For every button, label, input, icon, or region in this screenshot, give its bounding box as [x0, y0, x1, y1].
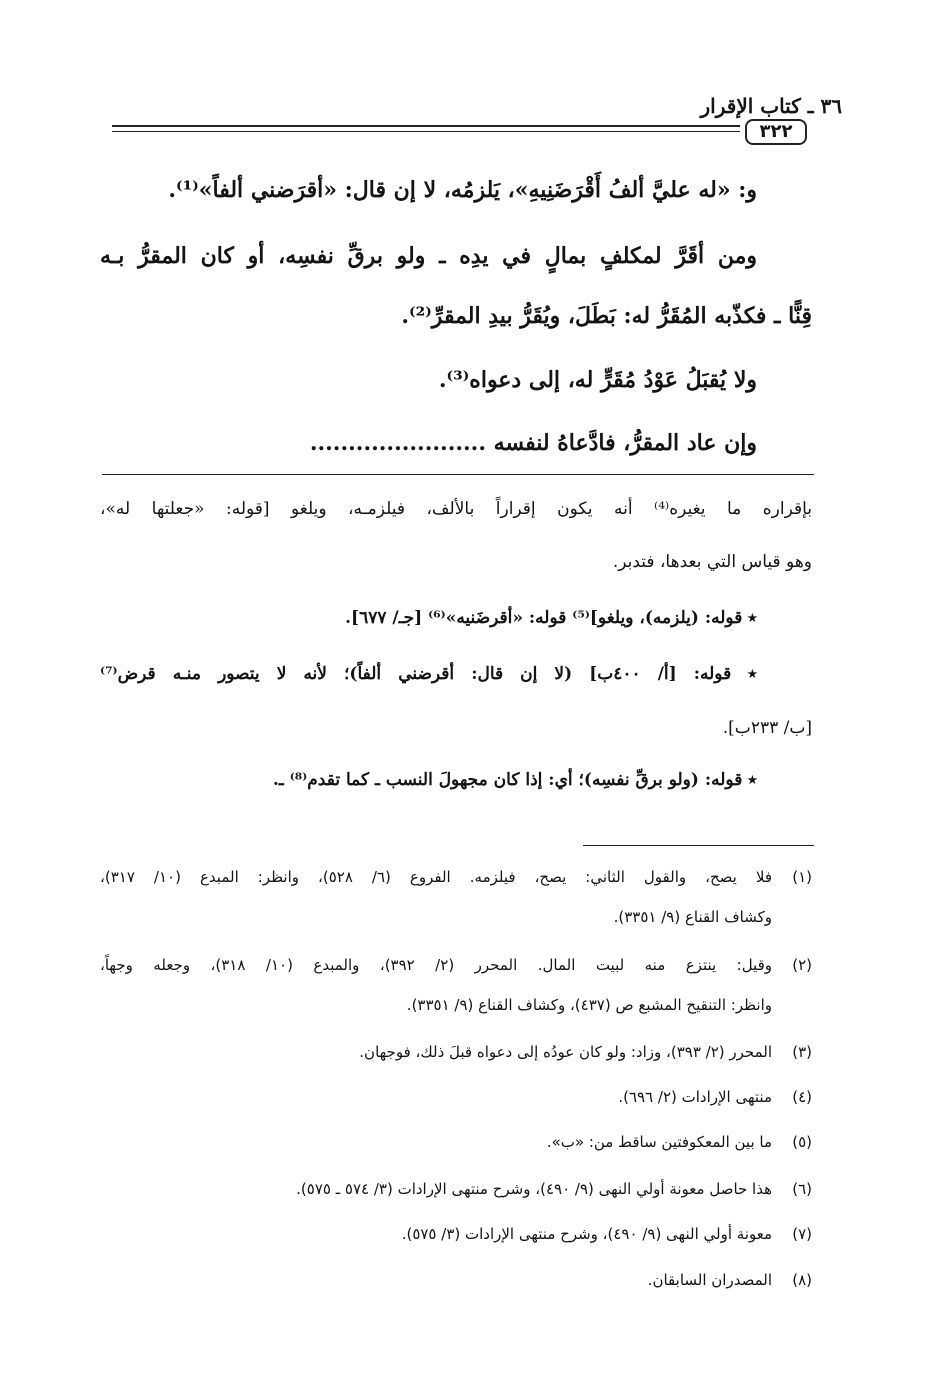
- page-number: ٣٢٢: [745, 119, 807, 145]
- footnote-number-3: (٣): [792, 1043, 812, 1061]
- sharh-line-3-text: قوله: (يلزمه)، ويلغو]⁽⁵⁾ قوله: «أقرضَنيه»⁽⁶⁾ [جـ/ ٦٧٧].: [345, 608, 743, 628]
- matn-line-5: [100, 423, 757, 463]
- footnote-3-line-1: المحرر (٢/ ٣٩٣)، وزاد: ولو كان عودُه إلى دعواه قبلَ ذلك، فوجهان.: [359, 1043, 772, 1061]
- sharh-separator: [102, 474, 814, 475]
- star-icon: ٭: [747, 608, 757, 628]
- header-rule: [112, 125, 740, 127]
- footnote-2-line-1: وقيل: ينتزع منه لبيت المال. المحرر (٢/ ٣٩٢)، والمبدع (١٠/ ٣١٨)، وجعله وجهاً،: [100, 956, 772, 974]
- footnote-number-5: (٥): [792, 1133, 812, 1151]
- sharh-line-6: [100, 763, 757, 797]
- sharh-line-1: بإقراره ما يغيره⁽⁴⁾ أنه يكون إقراراً بالألف، فيلزمـه، ويلغو [قوله: «جعلتها له»،: [100, 499, 813, 519]
- footnote-number-6: (٦): [792, 1180, 812, 1198]
- footnote-number-2: (٢): [792, 956, 812, 974]
- footnote-7-line-1: معونة أولي النهى (٩/ ٤٩٠)، وشرح منتهى الإرادات (٣/ ٥٧٥).: [401, 1225, 772, 1243]
- matn-line-1: و: «له عليَّ ألفُ أَقْرَضَنِيهِ»، يَلزمُه، لا إن قال: «أقرَضني ألفاً»⁽¹⁾.: [168, 177, 757, 203]
- running-title: ٣٦ ـ كتاب الإقرار: [700, 94, 842, 118]
- footnote-1-line-2: وكشاف القناع (٩/ ٣٣٥١).: [613, 908, 772, 926]
- footnote-5-line-1: ما بين المعكوفتين ساقط من: «ب».: [546, 1133, 772, 1151]
- sharh-line-5: [ب/ ٢٣٣ب].: [722, 718, 812, 738]
- footnote-6-line-1: هذا حاصل معونة أولي النهى (٩/ ٤٩٠)، وشرح منتهى الإرادات (٣/ ٥٧٤ ـ ٥٧٥).: [296, 1180, 772, 1198]
- footnote-separator: [583, 845, 814, 846]
- footnote-number-8: (٨): [792, 1271, 812, 1289]
- matn-line-5-text: وإن عاد المقرُّ، فادَّعاهُ لنفسه: [493, 430, 757, 456]
- matn-line-2: ومن أقَرَّ لمكلفٍ بمالٍ في يدِه ـ ولو برقِّ نفسِه، أو كان المقرُّ بـه: [100, 243, 757, 269]
- footnote-number-4: (٤): [792, 1088, 812, 1106]
- star-icon: ٭: [747, 664, 757, 684]
- star-icon: ٭: [747, 770, 757, 790]
- sharh-line-4-text: قوله: [أ/ ٤٠٠ب] (لا إن قال: أقرضني ألفاً)؛ لأنه لا يتصور منـه قرض⁽⁷⁾: [100, 664, 732, 684]
- sharh-line-6-text: قوله: (ولو برقِّ نفسِه)؛ أي: إذا كان مجهولَ النسب ـ كما تقدم⁽⁸⁾ ـ.: [272, 770, 743, 790]
- footnote-number-1: (١): [792, 868, 812, 886]
- footnote-1-line-1: فلا يصح، والقول الثاني: يصح، فيلزمه. الفروع (٦/ ٥٢٨)، وانظر: المبدع (١٠/ ٣١٧)،: [100, 868, 773, 886]
- footnote-number-7: (٧): [792, 1225, 812, 1243]
- sharh-line-3: [100, 601, 757, 635]
- matn-line-3: قِنًّا ـ فكذّبه المُقَرُّ له: بَطَلَ، ويُقَرُّ بيدِ المقرِّ⁽²⁾.: [401, 303, 812, 329]
- footnote-4-line-1: منتهى الإرادات (٢/ ٦٩٦).: [618, 1088, 772, 1106]
- header-rule-thin: [112, 131, 740, 132]
- footnote-8-line-1: المصدران السابقان.: [647, 1271, 772, 1289]
- footnote-2-line-2: وانظر: التنقيح المشبع ص (٤٣٧)، وكشاف القناع (٩/ ٣٣٥١).: [406, 996, 772, 1014]
- continuation-dots: .......................: [309, 430, 486, 456]
- sharh-line-2: وهو قياس التي بعدها، فتدبر.: [612, 552, 812, 572]
- matn-line-4: ولا يُقبَلُ عَوْدُ مُقَرٍّ له، إلى دعواه⁽³⁾.: [438, 367, 757, 393]
- sharh-line-4: [100, 657, 757, 691]
